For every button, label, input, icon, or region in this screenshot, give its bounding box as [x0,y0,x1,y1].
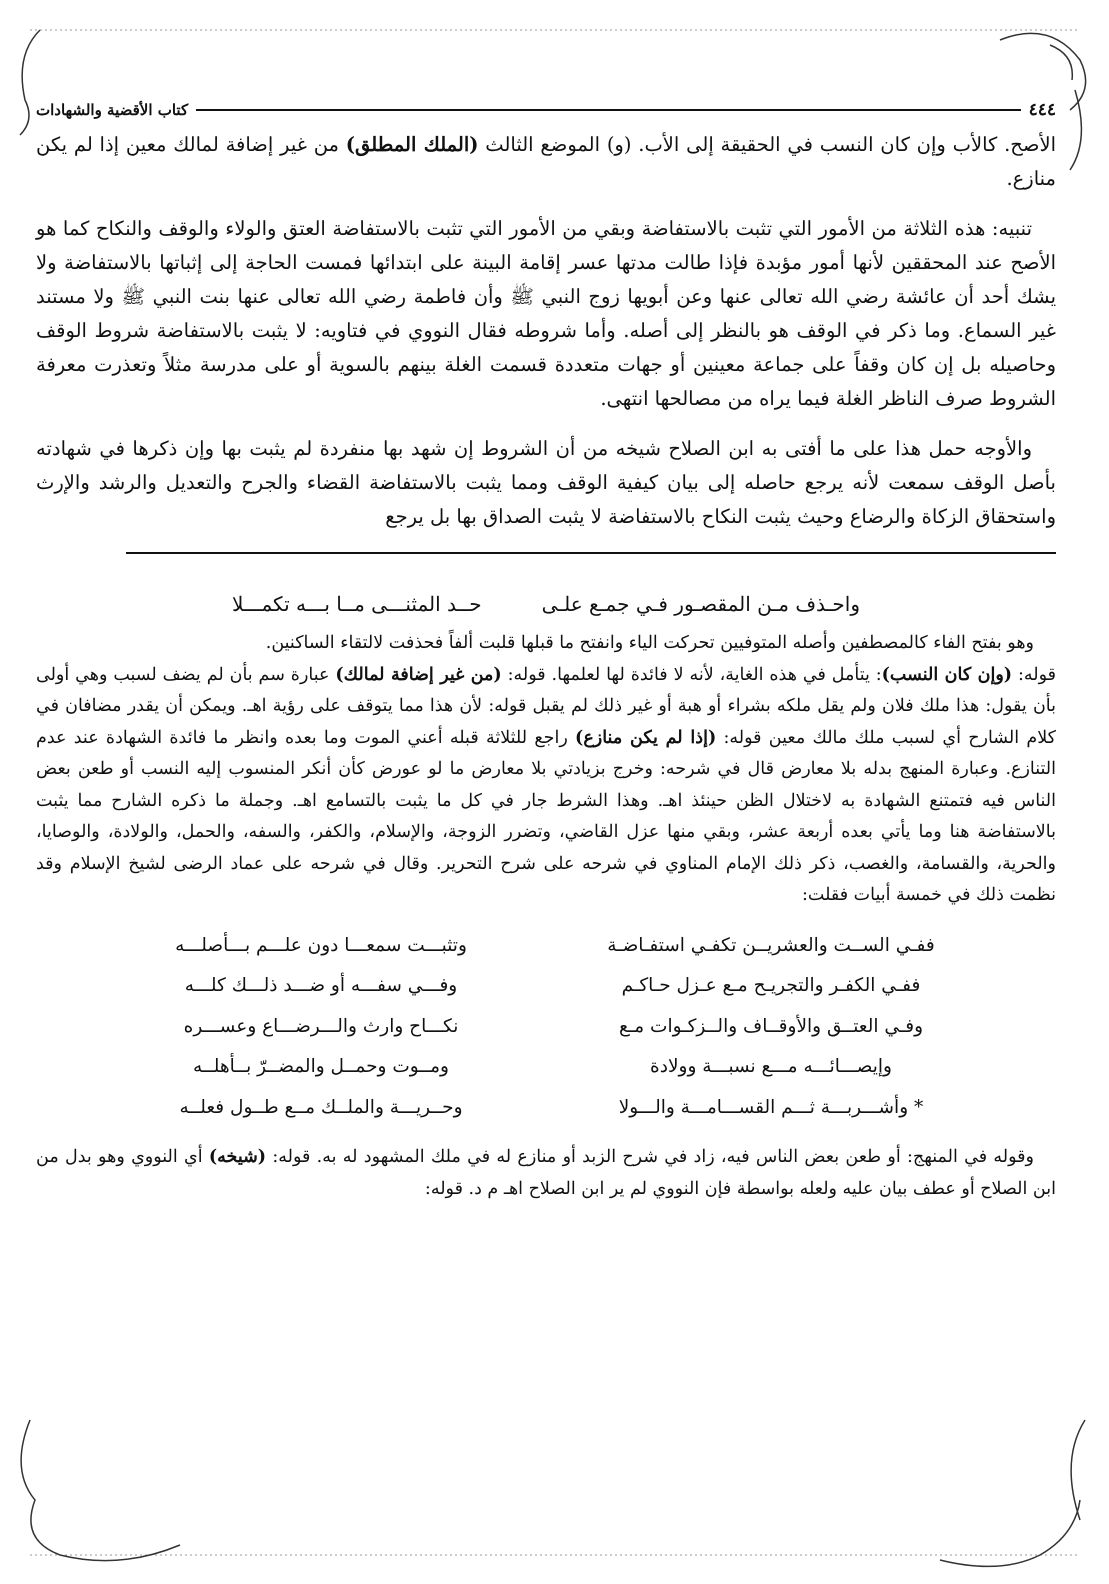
verse-hemistich-right: واحـذف مـن المقصـور فـي جمـع علـى [541,592,860,616]
book-title: كتاب الأقضية والشهادات [36,101,189,119]
main-paragraph-3: والأوجه حمل هذا على ما أفتى به ابن الصلاح شيخه من أن الشروط إن شهد بها منفردة لم يثبت بها وإن ذكرها في شهادته بأصل الوقف سمعت لأنه يرجع حاصله إلى بيان كيفية الوقف ومما يثبت بالاستفاضة القضاء والجرح والتعديل والرشد والإرث واستحقاق الزكاة والرضاع وحيث يثبت النكاح بالاستفاضة لا يثبت الصداق بها بل يرجع [36,437,1056,528]
poem-line: وإيصـــائـــه مـــع نسبـــة وولادة ومــوت وحمــل والمضــرّ بــأهلــه [193,1056,892,1077]
commentary-paragraph-3: وقوله في المنهج: أو طعن بعض الناس فيه، زاد في شرح الزبد أو منازع له في ملك المشهود له به. قوله: (شيخه) أي النووي وهو بدل من ابن الصلاح أو عطف بيان عليه ولعله بواسطة فإن النووي لم ير ابن الصلاح اهـ م د. قوله: [36,1147,1056,1199]
main-paragraph-1: الأصح. كالأب وإن كان النسب في الحقيقة إلى الأب. (و) الموضع الثالث (الملك المطلق) من غير إضافة لمالك معين إذا لم يكن منازع. [36,133,1056,190]
side-ornament-right [1070,90,1085,1520]
poem [131,926,961,1129]
page-content [36,128,1056,1205]
main-text [36,128,1056,534]
corner-ornament-bottom-left [21,1420,180,1561]
corner-ornament-bottom-right [940,1500,1080,1566]
commentary-paragraph-1: وهو بفتح الفاء كالمصطفين وأصله المتوفيين تحركت الياء وانفتح ما قبلها قلبت ألفاً فحذفت لالتقاء الساكنين. [265,633,1034,653]
poem-line: ففـي الكفـر والتجريـح مـع عـزل حـاكـم وفـــي سفـــه أو ضـــد ذلـــك كلـــه [184,975,921,996]
poem-line: وفـي العتــق والأوقــاف والــزكـوات مـع نكـــاح وارث والـــرضـــاع وعســـره [183,1015,924,1037]
opening-verse [36,588,1056,620]
poem-line: * وأشـــربـــة ثـــم القســـامـــة والـــولا وحــريـــة والملــك مــع طــول فعلــه [179,1096,924,1118]
footnote-divider [126,552,1056,554]
page-number: ٤٤٤ [1028,100,1056,120]
verse-hemistich-left: حــد المثنـــى مــا بـــه تكمـــلا [231,592,482,616]
page-header [36,98,1056,122]
header-rule [196,109,1021,111]
commentary-paragraph-2: قوله: (وإن كان النسب): يتأمل في هذه الغاية، لأنه لا فائدة لها لعلمها. قوله: (من غير إضافة لمالك) عبارة سم بأن لم يضف لسبب وهي أولى بأن يقول: هذا ملك فلان ولم يقل ملكه بشراء أو هبة أو غير ذلك لم يقبل قوله: لأن هذا مما يتوقف على رؤية اهـ. ويمكن أن يقدر مضافان في كلام الشارح أي لسبب ملك مالك معين قوله: (إذا لم يكن منازع) راجع للثلاثة قبله أعني الموت وما بعده وانظر ما فائدة الشهادة عند عدم التنازع. وعبارة المنهج بدله بلا معارض قال في شرحه: وخرج بزيادتي بلا معارض ما لو عورض كأن أنكر المنسوب إليه النسب أو طعن بعض الناس فيه فتمتنع الشهادة به لاختلال الظن حينئذ اهـ. وهذا الشرط جار في كل ما يثبت بالتسامع اهـ. وجملة ما ذكره الشارح مما يثبت بالاستفاضة هنا وما يأتي بعده أربعة عشر، وبقي منها عزل القاضي، وتضرر الزوجة، والإسلام، والكفر، والسفه، والحمل، والولادة، والوصايا، والحرية، والقسامة، والغصب، ذكر ذلك الإمام المناوي في شرحه على شرح التحرير. وقال في شرحه على عماد الرضى لشيخ الإسلام وقد نظمت ذلك في خمسة أبيات فقلت: [36,664,1056,905]
main-paragraph-2: تنبيه: هذه الثلاثة من الأمور التي تثبت بالاستفاضة وبقي من الأمور التي تثبت بالاستفاضة العتق والولاء والوقف والنكاح كما هو الأصح عند المحققين لأنها أمور مؤبدة فإذا طالت مدتها عسر إقامة البينة على ابتدائها فمست الحاجة إلى إثباتها بالاستفاضة ولا يشك أحد أن عائشة رضي الله تعالى عنها وعن أبويها زوج النبي ﷺ وأن فاطمة رضي الله تعالى عنها بنت النبي ﷺ ولا مستند غير السماع. وما ذكر في الوقف هو بالنظر إلى أصله. وأما شروطه فقال النووي في فتاويه: لا يثبت بالاستفاضة شروط الوقف وحاصيله بل إن كان وقفاً على جماعة معينين أو جهات متعددة قسمت الغلة بينهم بالسوية أو على مدرسة مثلاً وتعذرت معرفة الشروط صرف الناظر الغلة فيما يراه من مصالحها انتهى. [36,217,1056,410]
commentary-text [36,588,1056,1205]
poem-line: ففـي الســت والعشريــن تكفـي استفـاضـة وتثبـــت سمعـــا دون علـــم بـــأصلـــه [175,934,935,956]
